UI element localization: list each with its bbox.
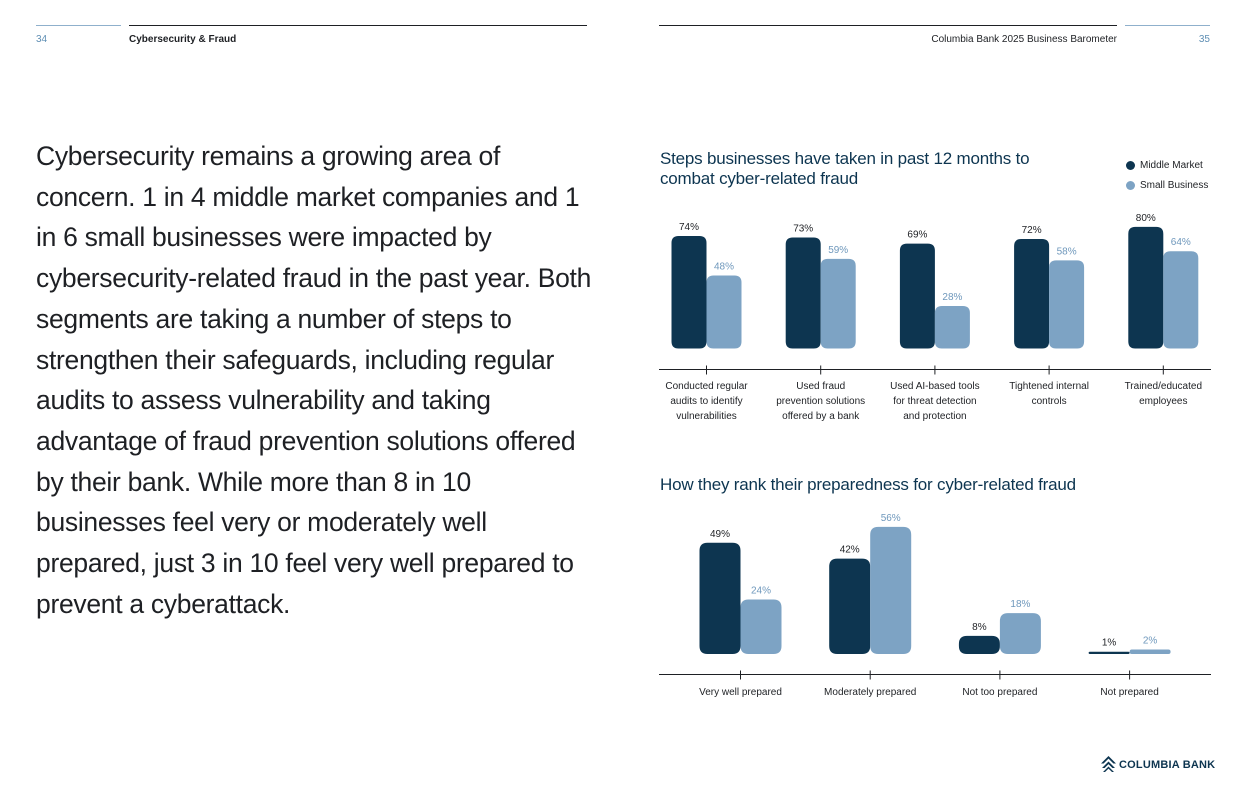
chart1-category-label: and protection — [903, 411, 967, 422]
chart2-title: How they rank their preparedness for cyber-related fraud — [660, 475, 1076, 494]
chart2-bar-small-business — [741, 600, 782, 654]
chart1-category-label: Trained/educated — [1124, 381, 1203, 392]
chart1-value-label-middle-market: 72% — [1021, 225, 1042, 237]
right-running-title: Columbia Bank 2025 Business Barometer — [931, 34, 1117, 45]
chart2-category-label: Moderately prepared — [824, 687, 917, 698]
legend-label-small-business: Small Business — [1140, 179, 1209, 191]
columbia-bank-logo-text: COLUMBIA BANK — [1119, 759, 1216, 771]
chart2-bar-small-business — [1000, 613, 1041, 654]
chart1-value-label-middle-market: 80% — [1135, 212, 1156, 224]
chart2-bar-middle-market — [700, 543, 741, 654]
chart1-category-label: Conducted regular — [665, 381, 748, 392]
chart2-category-label: Very well prepared — [699, 687, 782, 698]
chart1-value-label-middle-market: 74% — [678, 222, 700, 234]
chart2-value-label-middle-market: 1% — [1101, 637, 1117, 649]
chart1-value-label-small-business: 48% — [713, 261, 735, 273]
chart2-bar-middle-market — [959, 636, 1000, 654]
chart1-bar-small-business — [935, 306, 970, 349]
chart1-value-label-small-business: 28% — [942, 291, 963, 303]
chart2-value-label-small-business: 2% — [1142, 635, 1158, 647]
chart1-bar-middle-market — [900, 244, 935, 349]
body-paragraph: Cybersecurity remains a growing area of concern. 1 in 4 middle market companies and 1 in 6 small businesses were impacted by cybersecurity-related fraud in the past year. Both segments are taking a number of steps to strengthen their safeguards, including regular audits to assess vulnerability and taking advantage of fraud prevention solutions offered by their bank. While more than 8 in 10 businesses feel very or moderately well prepared, just 3 in 10 feel very well prepared to prevent a cyberattack. — [36, 141, 592, 619]
chart2-bar-small-business — [1130, 649, 1171, 654]
chart1-category-label: audits to identify — [670, 396, 743, 407]
chart1-bar-middle-market — [672, 236, 707, 348]
chart1-category-label: prevention solutions — [776, 396, 866, 407]
legend-label-middle-market: Middle Market — [1140, 159, 1203, 171]
chart2-bar-middle-market — [1089, 652, 1130, 654]
chart1-title: Steps businesses have taken in past 12 months to combat cyber-related fraud — [660, 149, 1030, 188]
chart1-category-label: Used AI-based tools — [890, 381, 980, 392]
chart1-category-label: offered by a bank — [782, 411, 860, 422]
chart2-value-label-middle-market: 42% — [839, 544, 860, 556]
chart1-bar-small-business — [821, 259, 856, 349]
chart2-value-label-middle-market: 49% — [709, 528, 731, 540]
chart2-bar-small-business — [870, 527, 911, 654]
columbia-bank-logo — [1101, 756, 1215, 774]
left-page-number: 34 — [36, 34, 48, 45]
chart1-value-label-small-business: 64% — [1170, 237, 1191, 249]
columbia-bank-logo-icon — [1101, 756, 1116, 774]
chart1-bar-middle-market — [1014, 239, 1049, 348]
chart1-category-label: employees — [1139, 396, 1188, 407]
chart1-category-label: Tightened internal — [1009, 381, 1089, 392]
chart1-category-label: vulnerabilities — [676, 411, 737, 422]
chart1-value-label-middle-market: 69% — [907, 229, 928, 241]
chart1-bar-small-business — [1049, 260, 1084, 348]
chart1-category-label: Used fraud — [796, 381, 846, 392]
chart2-category-label: Not prepared — [1100, 687, 1159, 698]
chart1-category-label: controls — [1031, 396, 1067, 407]
chart1-value-label-small-business: 58% — [1056, 246, 1077, 258]
chart2-value-label-middle-market: 8% — [972, 621, 987, 633]
chart2-category-label: Not too prepared — [962, 687, 1038, 698]
chart1-value-label-small-business: 59% — [828, 244, 849, 256]
chart1-bar-small-business — [1163, 251, 1198, 348]
chart1-value-label-middle-market: 73% — [793, 223, 814, 235]
left-section-title: Cybersecurity & Fraud — [129, 34, 237, 45]
chart1-bar-middle-market — [786, 238, 821, 349]
chart2-value-label-small-business: 18% — [1010, 599, 1031, 611]
chart1-category-label: for threat detection — [893, 396, 977, 407]
chart2-value-label-small-business: 24% — [750, 585, 772, 597]
chart1-bar-small-business — [707, 276, 742, 349]
chart1-bar-middle-market — [1128, 227, 1163, 349]
chart2-value-label-small-business: 56% — [880, 512, 901, 524]
chart2-bar-middle-market — [829, 559, 870, 654]
right-page-number: 35 — [1198, 34, 1210, 45]
